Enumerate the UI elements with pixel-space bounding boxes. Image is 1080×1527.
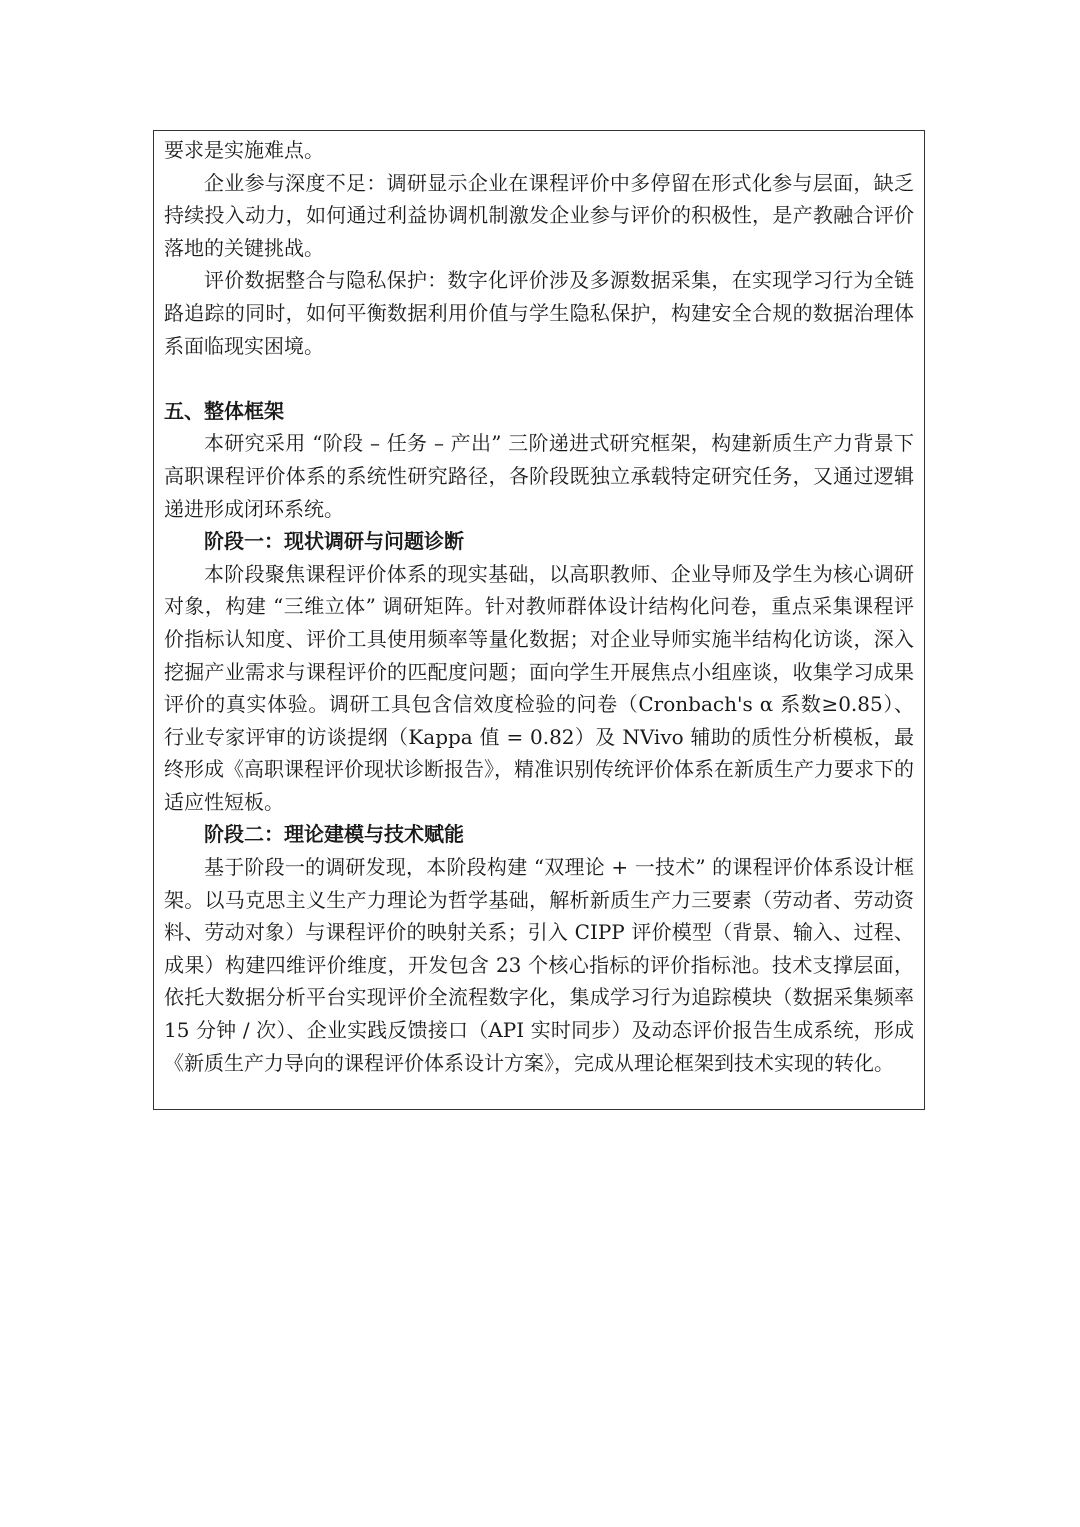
paragraph-continuation: 要求是实施难点。 xyxy=(164,138,324,162)
document-table-cell xyxy=(153,130,925,1110)
stage-two-title: 阶段二：理论建模与技术赋能 xyxy=(204,822,464,847)
paragraph-data-privacy: 评价数据整合与隐私保护：数字化评价涉及多源数据采集，在实现学习行为全链路追踪的同时，如何平衡数据利用价值与学生隐私保护，构建安全合规的数据治理体系面临现实困境。 xyxy=(164,268,914,358)
paragraph-stage-one: 本阶段聚焦课程评价体系的现实基础，以高职教师、企业导师及学生为核心调研对象，构建 “三维立体” 调研矩阵。针对教师群体设计结构化问卷，重点采集课程评价指标认知度、评价工具使用频率等量化数据；对企业导师实施半结构化访谈，深入挖掘产业需求与课程评价的匹配度问题；面向学生开展焦点小组座谈，收集学习成果评价的真实体验。调研工具包含信效度检验的问卷（Cronbach's α 系数≥0.85）、行业专家评审的访谈提纲（Kappa 值 = 0.82）及 NVivo 辅助的质性分析模板，最终形成《高职课程评价现状诊断报告》，精准识别传统评价体系在新质生产力要求下的适应性短板。 xyxy=(164,561,914,814)
stage-one-title: 阶段一：现状调研与问题诊断 xyxy=(204,529,464,554)
paragraph-enterprise-participation: 企业参与深度不足：调研显示企业在课程评价中多停留在形式化参与层面，缺乏持续投入动力，如何通过利益协调机制激发企业参与评价的积极性，是产教融合评价落地的关键挑战。 xyxy=(164,170,914,260)
paragraph-framework-intro: 本研究采用 “阶段 – 任务 – 产出” 三阶递进式研究框架，构建新质生产力背景下高职课程评价体系的系统性研究路径，各阶段既独立承载特定研究任务，又通过逻辑递进形成闭环系统。 xyxy=(164,431,914,521)
blank-line xyxy=(164,362,914,395)
section-title: 五、整体框架 xyxy=(164,398,284,423)
paragraph-stage-two: 基于阶段一的调研发现，本阶段构建 “双理论 + 一技术” 的课程评价体系设计框架。以马克思主义生产力理论为哲学基础，解析新质生产力三要素（劳动者、劳动资料、劳动对象）与课程评价的映射关系；引入 CIPP 评价模型（背景、输入、过程、成果）构建四维评价维度，开发包含 23 个核心指标的评价指标池。技术支撑层面，依托大数据分析平台实现评价全流程数字化，集成学习行为追踪模块（数据采集频率 15 分钟 / 次）、企业实践反馈接口（API 实时同步）及动态评价报告生成系统，形成《新质生产力导向的课程评价体系设计方案》，完成从理论框架到技术实现的转化。 xyxy=(164,855,914,1075)
